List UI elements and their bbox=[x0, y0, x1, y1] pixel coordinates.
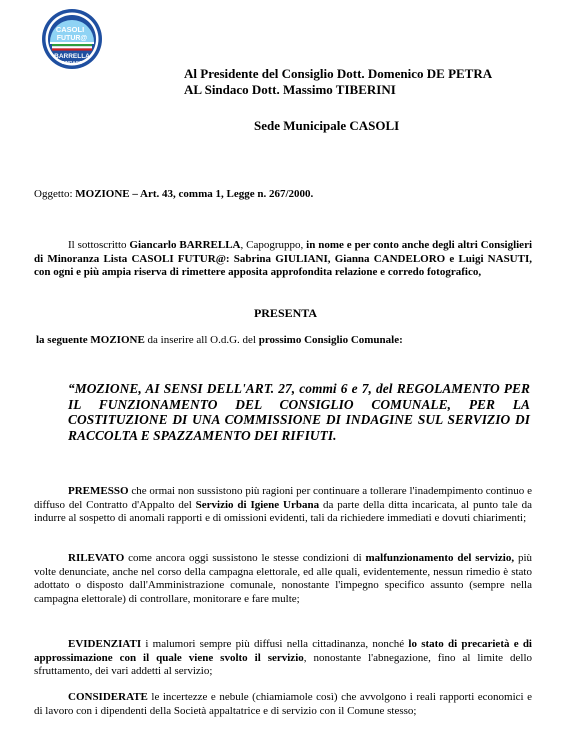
evidenziati-text-1: i malumori sempre più diffusi nella cittadinanza, nonché bbox=[141, 638, 409, 650]
subject-line bbox=[34, 188, 532, 202]
rilevato-bold: malfunzionamento del servizio, bbox=[365, 552, 515, 564]
logo-emblem bbox=[40, 8, 104, 70]
premesso-heading: PREMESSO bbox=[68, 485, 129, 497]
premesso-text-1: che ormai non sussistono più ragioni per continuare a tollerare l'inadempimento continuo e diffuso del Contratto d'Appalto del bbox=[34, 485, 532, 511]
mozione-word: MOZIONE bbox=[90, 334, 145, 346]
motion-title: “MOZIONE, AI SENSI DELL'ART. 27, commi 6 e 7, del REGOLAMENTO PER IL FUNZIONAMENTO DEL CONSIGLIO COMUNALE, PER LA COSTITUZIONE DI UNA COMMISSIONE DI INDAGINE SUL SERVIZIO DI RACCOLTA E SPAZZAMENTO DEI RIFIUTI. bbox=[68, 381, 530, 443]
evidenziati-heading: EVIDENZIATI bbox=[68, 638, 142, 650]
paragraph-considerate bbox=[34, 691, 532, 718]
considerate-heading: CONSIDERATE bbox=[68, 691, 148, 703]
subject-label: Oggetto: bbox=[34, 188, 76, 200]
evidenziati-bold: lo stato di precarietà e di approssimazione con il quale viene svolto il servizio bbox=[34, 638, 532, 664]
seat-line: Sede Municipale CASOLI bbox=[254, 118, 400, 133]
intro-paragraph bbox=[34, 239, 532, 280]
intro-text-2: , Capogruppo, bbox=[240, 239, 307, 251]
rilevato-text-2: più volte denunciate, anche nel corso della campagna elettorale, ed alle quali, evidentemente, nessun rimedio è stato adottato o disposto dall'Amministrazione comunale, nonostante l'impegno specifico assunto (sempre nella campagna elettorale) di controllare, monitorare e fare multe; bbox=[34, 552, 532, 605]
considerate-text: le incertezze e nebule (chiamiamole così) che avvolgono i reali rapporti economici e di lavoro con i dipendenti della Società appaltatrice e di servizio con il Comune stesso; bbox=[34, 691, 532, 717]
premesso-bold: Servizio di Igiene Urbana bbox=[195, 498, 320, 511]
logo-name2: SINDACO bbox=[61, 60, 83, 65]
logo-name1: BARRELLA bbox=[54, 53, 90, 60]
mozione-line-2: da inserire all O.d.G. del bbox=[144, 334, 259, 346]
paragraph-rilevato bbox=[34, 552, 532, 606]
rilevato-text-1: come ancora oggi sussistono le stesse condizioni di bbox=[124, 552, 366, 564]
signatory-name: Giancarlo BARRELLA bbox=[129, 239, 241, 251]
mozione-line bbox=[36, 334, 534, 348]
logo-line1: CASOLI bbox=[55, 25, 85, 34]
mozione-line-1: la seguente bbox=[36, 334, 91, 346]
party-logo bbox=[40, 8, 104, 70]
recipient-mayor: AL Sindaco Dott. Massimo TIBERINI bbox=[184, 82, 396, 97]
recipient-president: Al Presidente del Consiglio Dott. Domenico DE PETRA bbox=[184, 66, 493, 81]
intro-text-1: Il sottoscritto bbox=[68, 239, 130, 251]
intro-bold-text: in nome e per conto anche degli altri Consiglieri di Minoranza Lista CASOLI FUTUR@: Sabrina GIULIANI, Gianna CANDELORO e Luigi NASUTI, con ogni e più ampia riserva di rimettere apposita approfondita relazione e corredo fotografico, bbox=[34, 239, 533, 279]
paragraph-evidenziati bbox=[34, 638, 532, 679]
rilevato-heading: RILEVATO bbox=[68, 552, 125, 564]
evidenziati-text-2: , nonostante l'abnegazione, fino al limite dello sfruttamento, dei vari addetti al servizio; bbox=[34, 651, 532, 678]
presenta-heading: PRESENTA bbox=[253, 306, 318, 320]
logo-line2: FUTUR@ bbox=[56, 35, 88, 42]
premesso-text-2: da parte della ditta incaricata, al punto tale da indurre al sospetto di anomali rapporti e di omissioni evidenti, tali da richiedere immediati e dovuti chiarimenti; bbox=[34, 498, 532, 525]
mozione-line-3: prossimo Consiglio Comunale: bbox=[258, 334, 403, 346]
paragraph-premesso bbox=[34, 485, 532, 526]
subject-text: MOZIONE – Art. 43, comma 1, Legge n. 267/2000. bbox=[75, 188, 314, 200]
